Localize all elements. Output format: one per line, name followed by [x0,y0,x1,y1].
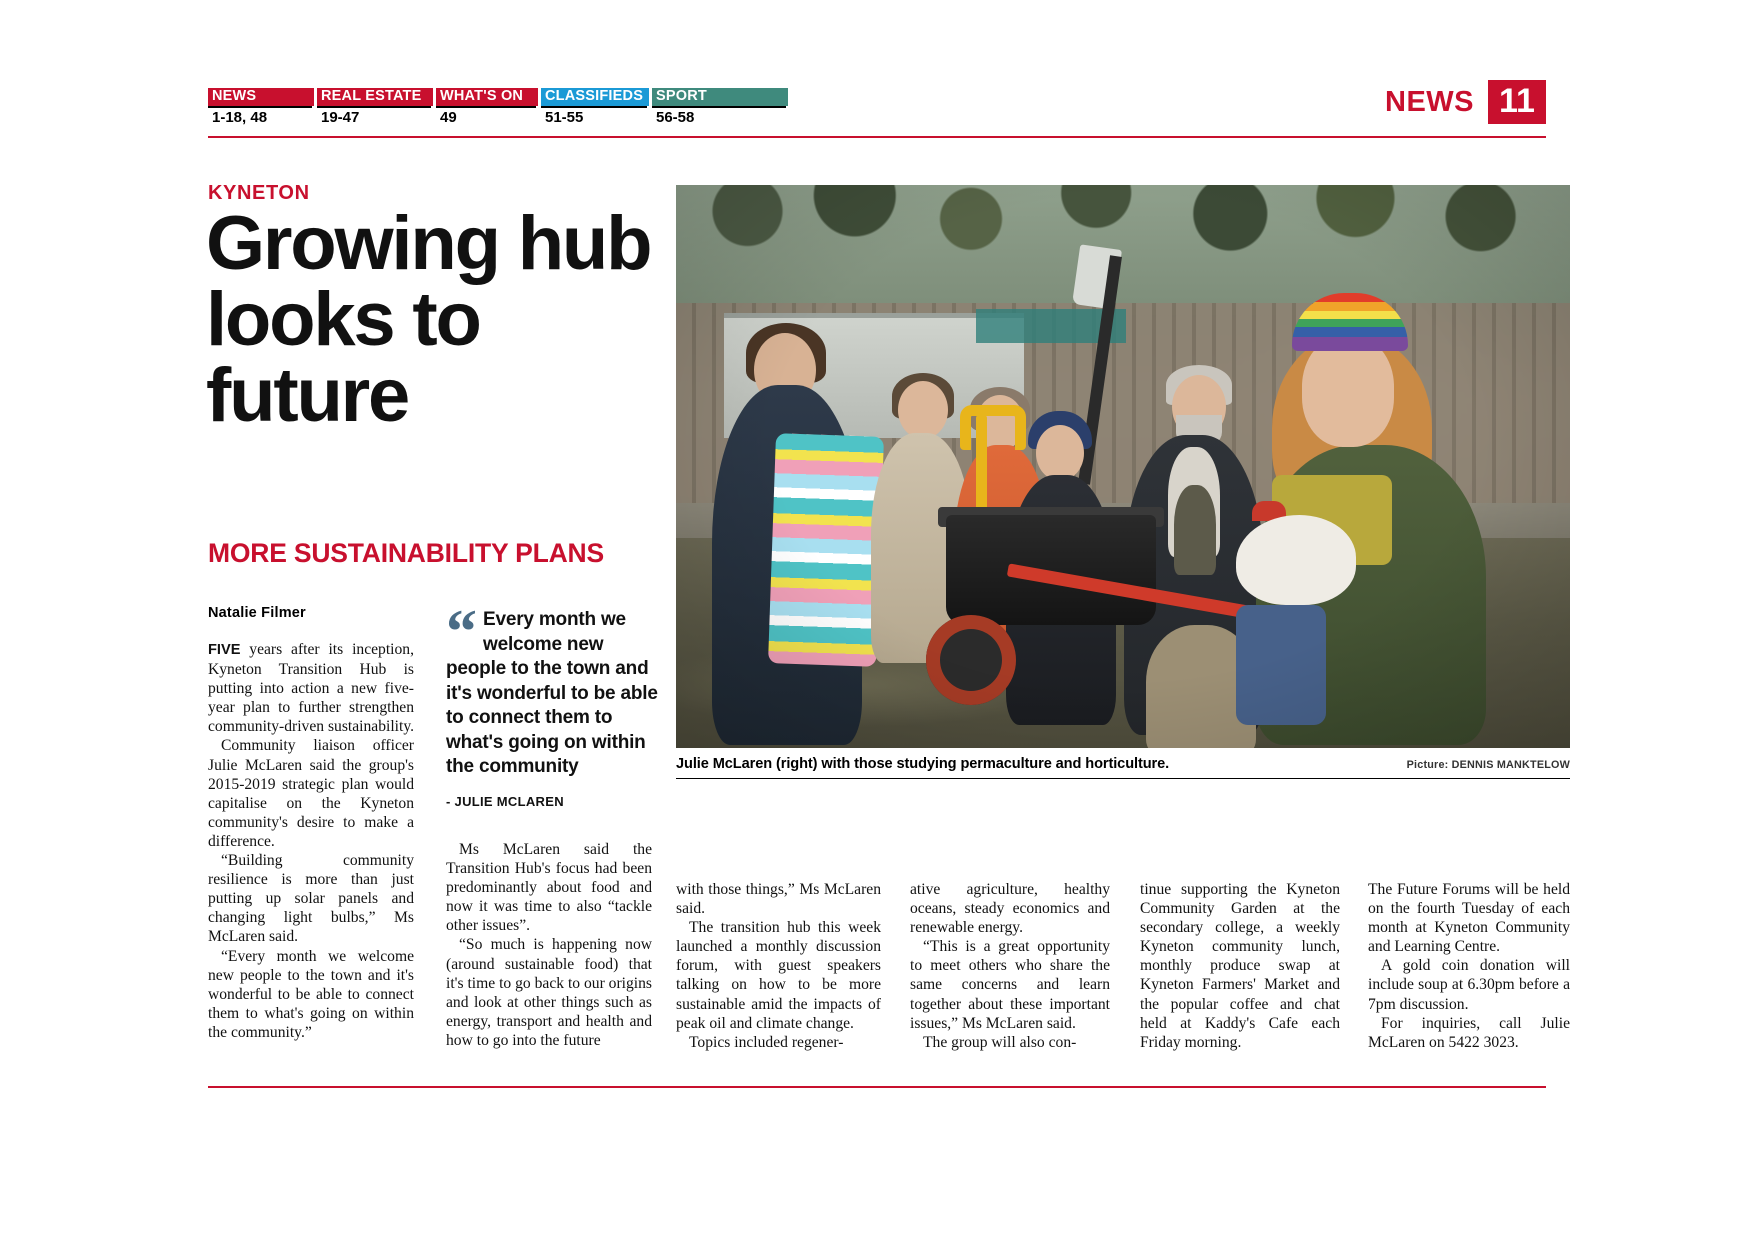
quote-mark-icon: “ [446,598,477,666]
index-tab-pages: 19-47 [317,106,431,126]
index-tab-pages: 49 [436,106,536,126]
index-item-whatson[interactable] [436,88,538,126]
page-title: Growing hub looks to future [206,201,651,438]
page-number-badge: 11 [1488,80,1546,124]
body-paragraph: FIVE years after its inception, Kyneton Transition Hub is putting into action a new five-year plan to further strengthen community-driven sustainability. [208,641,415,736]
body-paragraph: Topics included regener- [689,1033,844,1051]
footer-divider [208,1086,1546,1088]
body-paragraph: tinue supporting the Kyneton Community Garden at the secondary college, a weekly Kyneton community lunch, monthly produce swap at Kyneton Farmers' Market and the popular coffee and chat held at Kaddy's Cafe each Friday morning. [1140,881,1340,1051]
body-paragraph: The group will also con- [923,1033,1077,1051]
body-paragraph: Community liaison officer Julie McLaren said the group's 2015-2019 strategic plan would capitalise on the Kyneton community's desire to make a difference. [208,737,414,850]
body-column-6 [1368,880,1570,1052]
index-tab-pages: 51-55 [541,106,647,126]
section-header [1385,80,1546,124]
index-tab-label: SPORT [652,88,788,106]
pull-quote-text: Every month we welcome new people to the town and it's wonderful to be able to connect them to what's going on within the community [446,609,658,777]
header-divider [208,136,1546,138]
body-paragraph: with those things,” Ms McLaren said. [676,881,881,918]
article-byline: Natalie Filmer [208,605,306,621]
index-tab-label: WHAT'S ON [436,88,538,106]
photo-caption: Julie McLaren (right) with those studying permaculture and horticulture. [676,756,1170,772]
body-paragraph: “Every month we welcome new people to the town and it's wonderful to be able to connect them to what's going on within the community.” [208,947,414,1041]
body-paragraph: The Future Forums will be held on the fourth Tuesday of each month at Kyneton Community and Learning Centre. [1368,881,1570,956]
photo-vignette [676,185,1570,748]
index-tab-label: CLASSIFIEDS [541,88,649,106]
body-column-4 [910,880,1110,1052]
body-paragraph: “Building community resilience is more than just putting up solar panels and changing light bulbs,” Ms McLaren said. [208,852,414,946]
index-tab-label: REAL ESTATE [317,88,433,106]
body-paragraph: A gold coin donation will include soup at 6.30pm before a 7pm discussion. [1368,957,1570,1013]
photo-caption-row [676,756,1570,772]
body-paragraph: “This is a great opportunity to meet others who share the same concerns and learn together about these important issues,” Ms McLaren said. [910,938,1110,1032]
index-tab-pages: 1-18, 48 [208,106,312,126]
caption-divider [676,778,1570,779]
index-item-news[interactable] [208,88,314,126]
article-subhead: MORE SUSTAINABILITY PLANS [208,538,604,568]
body-column-2 [446,840,652,1050]
body-column-5 [1140,880,1340,1052]
drop-lead-word: FIVE [208,642,241,658]
section-index-bar [208,88,791,126]
index-tab-label: NEWS [208,88,314,106]
body-paragraph: ative agriculture, healthy oceans, steady economics and renewable energy. [910,881,1110,937]
body-column-1 [208,640,414,1042]
index-item-realestate[interactable] [317,88,433,126]
section-name: NEWS [1385,85,1474,118]
photo-credit: Picture: DENNIS MANKTELOW [1406,759,1570,771]
body-paragraph: Ms McLaren said the Transition Hub's focus had been predominantly about food and now it was time to also “tackle other issues”. [446,841,652,935]
article-photo [676,185,1570,748]
index-item-classifieds[interactable] [541,88,649,126]
pull-quote [446,598,661,809]
body-paragraph: “So much is happening now (around sustainable food) that it's time to go back to our origins and look at other things such as energy, transport and health and how to go into the future [446,936,652,1049]
body-paragraph: The transition hub this week launched a monthly discussion forum, with guest speakers talking on how to be more sustainable amid the impacts of peak oil and climate change. [676,919,881,1032]
index-tab-pages: 56-58 [652,106,786,126]
article-kicker: KYNETON [208,182,310,204]
body-column-3 [676,880,881,1052]
index-item-sport[interactable] [652,88,788,126]
pull-quote-attribution: - JULIE MCLAREN [446,793,564,809]
body-paragraph: For inquiries, call Julie McLaren on 5422 3023. [1368,1014,1570,1051]
